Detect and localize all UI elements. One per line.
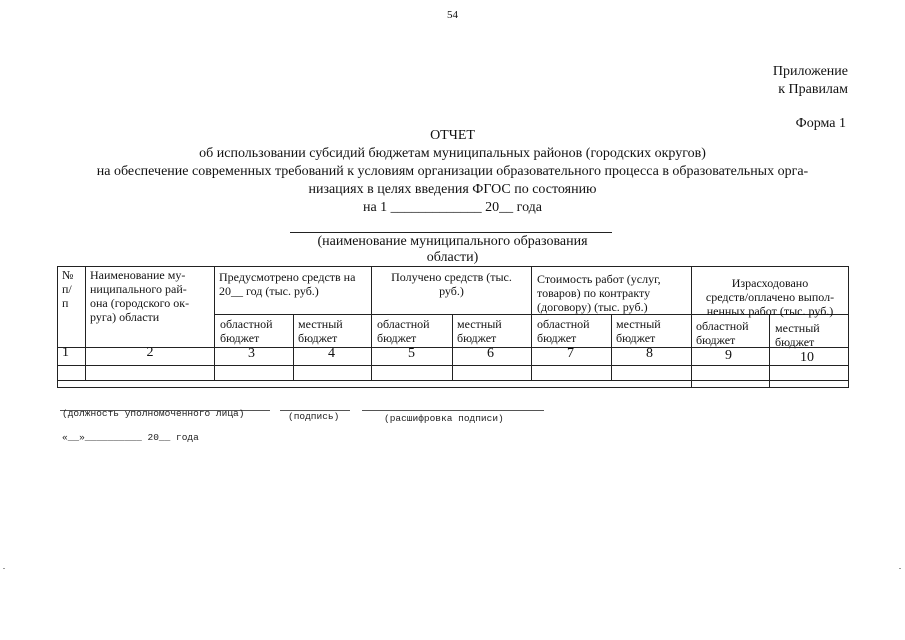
table-border-right <box>848 266 849 387</box>
header-num: № п/ п <box>62 268 74 310</box>
table-cell[interactable] <box>453 366 531 380</box>
report-subtitle-line-1: об использовании субсидий бюджетам муниципальных районов (городских округов) <box>199 146 706 161</box>
table-cell[interactable] <box>692 366 769 386</box>
table-col-rule <box>531 266 532 380</box>
report-subtitle-line-3: низациях в целях введения ФГОС по состоянию <box>308 182 597 197</box>
subheader-local-budget: местный бюджет <box>616 317 661 345</box>
table-cell[interactable] <box>215 366 293 380</box>
column-number: 4 <box>328 346 335 361</box>
appendix-label: Приложение <box>772 64 848 79</box>
column-number: 2 <box>146 345 154 360</box>
table-cell[interactable] <box>372 366 452 380</box>
table-border-bottom <box>57 387 849 388</box>
table-border-top <box>57 266 849 267</box>
subheader-local-budget: местный бюджет <box>298 317 343 345</box>
report-title: ОТЧЕТ <box>430 128 475 143</box>
scan-edge-mark <box>899 568 901 569</box>
signature-caption: (подпись) <box>288 411 340 422</box>
scan-edge-mark <box>3 568 5 569</box>
column-number: 5 <box>408 346 415 361</box>
column-number: 1 <box>62 345 69 360</box>
subheader-regional-budget: областной бюджет <box>696 319 749 347</box>
report-subtitle-line-2: на обеспечение современных требований к условиям организации образовательного процесса в образовательных орга- <box>96 164 809 179</box>
column-number: 6 <box>487 346 494 361</box>
column-number: 7 <box>567 346 574 361</box>
signature-decode-line[interactable] <box>362 410 544 411</box>
column-number: 9 <box>725 348 732 363</box>
municipality-caption-line-2: области) <box>426 250 479 265</box>
report-date-line: на 1 _____________ 20__ года <box>362 200 543 215</box>
signature-decode-caption: (расшифровка подписи) <box>384 413 504 424</box>
subheader-regional-budget: областной бюджет <box>377 317 430 345</box>
header-district-name: Наименование му- ниципального рай- она (городского ок- руга) области <box>90 268 190 324</box>
signature-date-line: «__»__________ 20__ года <box>62 432 199 443</box>
column-number: 8 <box>646 346 653 361</box>
table-col-rule <box>85 266 86 380</box>
table-cell[interactable] <box>612 366 691 380</box>
subheader-regional-budget: областной бюджет <box>220 317 273 345</box>
table-cell[interactable] <box>532 366 611 380</box>
table-cell[interactable] <box>58 366 85 380</box>
municipality-name-line[interactable] <box>290 232 612 233</box>
header-received-funds: Получено средств (тыс. руб.) <box>391 270 512 298</box>
page-number: 54 <box>447 9 458 21</box>
column-number: 10 <box>800 350 814 365</box>
subheader-regional-budget: областной бюджет <box>537 317 590 345</box>
header-contract-cost: Стоимость работ (услуг, товаров) по контракту (договору) (тыс. руб.) <box>537 272 661 314</box>
header-planned-funds: Предусмотрено средств на 20__ год (тыс. руб.) <box>219 270 356 298</box>
appendix-reference: к Правилам <box>778 82 848 97</box>
municipality-caption-line-1: (наименование муниципального образования <box>317 234 588 249</box>
subheader-local-budget: местный бюджет <box>775 321 820 349</box>
table-cell[interactable] <box>770 366 848 386</box>
header-spent-funds: Израсходовано средств/оплачено выпол- ненных работ (тыс. руб.) <box>705 276 835 318</box>
column-number: 3 <box>248 346 255 361</box>
table-cell[interactable] <box>294 366 371 380</box>
table-cell[interactable] <box>86 366 214 380</box>
subheader-local-budget: местный бюджет <box>457 317 502 345</box>
table-col-rule <box>214 266 215 380</box>
form-number: Форма 1 <box>795 116 846 131</box>
position-caption: (должность уполномоченного лица) <box>62 408 245 419</box>
